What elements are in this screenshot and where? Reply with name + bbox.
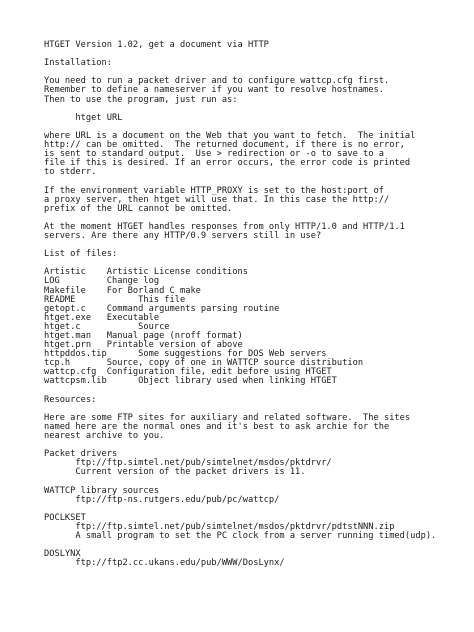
document-line: If the environment variable HTTP_PROXY is set to the host:port of [44, 185, 384, 196]
document-line: LOG Change log [44, 276, 160, 287]
document-line: Installation: [44, 58, 112, 69]
document-line: Resources: [44, 394, 97, 405]
document-line: ftp://ftp2.cc.ukans.edu/pub/WWW/DosLynx/ [44, 558, 285, 569]
document-line: ftp://ftp.simtel.net/pub/simtelnet/msdos/pktdrvr/pdtstNNN.zip [44, 521, 395, 532]
document-line: Packet drivers [44, 449, 118, 460]
document-line: WATTCP library sources [44, 485, 160, 496]
document-line [44, 541, 436, 550]
document-line: htget.c Source [44, 321, 170, 332]
document-line: Then to use the program, just run as: [44, 94, 238, 105]
document-line: Current version of the packet drivers is 11. [44, 467, 306, 478]
document-line: Makefile For Borland C make [44, 285, 201, 296]
document-line: ftp://ftp-ns.rutgers.edu/pub/pc/wattcp/ [44, 494, 280, 505]
document-line [44, 387, 436, 396]
document-line: to stderr. [44, 167, 97, 178]
document-line: wattcpsm.lib Object library used when linking HTGET [44, 376, 337, 387]
document-line: getopt.c Command arguments parsing routine [44, 303, 280, 314]
document-line: http:// can be omitted. The returned document, if there is no error, [44, 140, 405, 151]
document-line: DOSLYNX [44, 549, 81, 560]
document-text [44, 41, 436, 568]
document-line: Artistic Artistic License conditions [44, 267, 248, 278]
document-line: a proxy server, then htget will use that. In this case the http:// [44, 194, 390, 205]
document-line: htget.man Manual page (nroff format) [44, 331, 243, 341]
document-line: Here are some FTP sites for auxiliary and related software. The sites [44, 412, 411, 423]
document-line: POCLKSET [44, 512, 86, 523]
document-line: where URL is a document on the Web that you want to fetch. The initial [44, 130, 416, 141]
document-line: htget.prn Printable version of above [44, 340, 243, 351]
document-line: file if this is desired. If an error occurs, the error code is printed [44, 158, 411, 169]
document-line: wattcp.cfg Configuration file, edit before using HTGET [44, 367, 332, 378]
document-line: htget.exe Executable [44, 312, 160, 323]
document-line: htget URL [44, 112, 123, 123]
document-line: prefix of the URL cannot be omitted. [44, 203, 233, 214]
document-line: Remember to define a nameserver if you want to resolve hostnames. [44, 85, 384, 96]
document-line: httpddos.tip Some suggestions for DOS Web servers [44, 349, 327, 360]
document-line: ftp://ftp.simtel.net/pub/simtelnet/msdos/pktdrvr/ [44, 458, 332, 469]
document-line: nearest archive to you. [44, 431, 165, 442]
document-line: named here are the normal ones and it's best to ask archie for the [44, 421, 390, 432]
document-line: tcp.h Source, copy of one in WATTCP source distribution [44, 358, 364, 369]
document-line: HTGET Version 1.02, get a document via HTTP [44, 40, 269, 50]
document-line: is sent to standard output. Use > redirection or -o to save to a [44, 149, 384, 160]
document-line: A small program to set the PC clock from a server running timed(udp). [44, 531, 437, 542]
document-line: At the moment HTGET handles responses from only HTTP/1.0 and HTTP/1.1 [44, 221, 405, 232]
document-line: servers. Are there any HTTP/0.9 servers still in use? [44, 230, 322, 241]
document-line: README This file [44, 294, 186, 305]
document-line: You need to run a packet driver and to configure wattcp.cfg first. [44, 76, 390, 87]
document-line [44, 505, 436, 514]
document-line: List of files: [44, 249, 118, 260]
